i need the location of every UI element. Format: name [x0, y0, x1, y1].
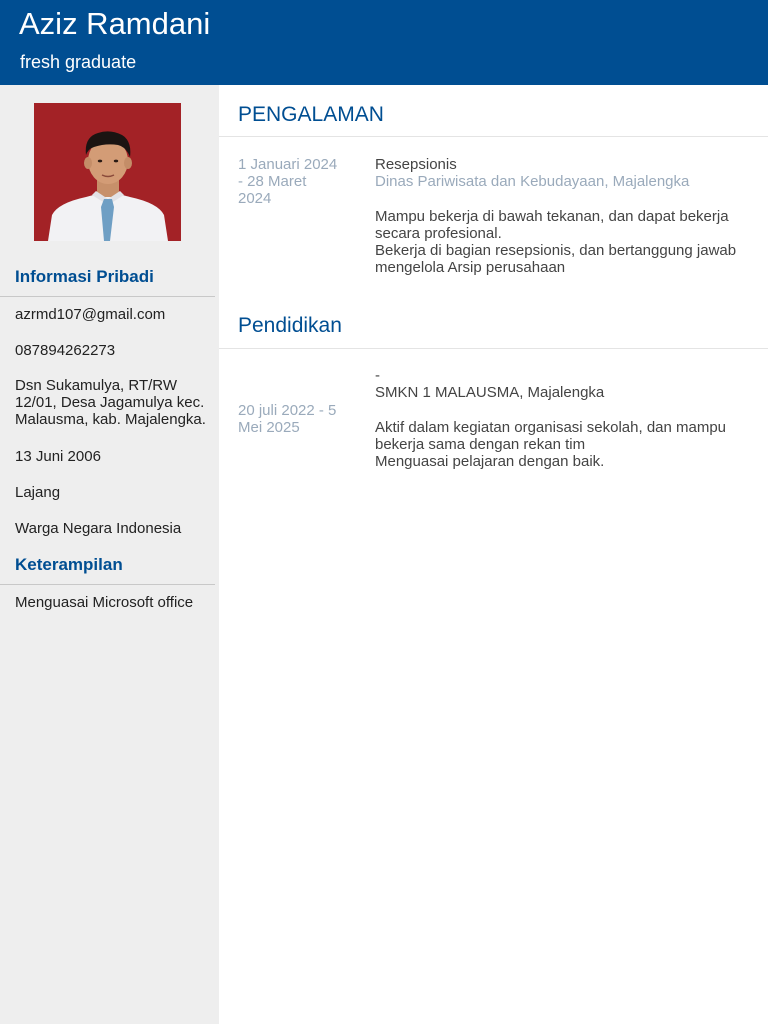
- skills-heading: Keterampilan: [15, 555, 123, 574]
- candidate-subtitle: fresh graduate: [20, 52, 137, 72]
- sidebar: [0, 85, 219, 1024]
- header: [0, 0, 768, 85]
- profile-photo: [34, 103, 181, 241]
- phone: 087894262273: [15, 342, 116, 359]
- experience-description: Bekerja di bagian resepsionis, dan bertanggung jawab mengelola Arsip perusahaan: [375, 242, 737, 276]
- experience-role: Resepsionis: [375, 156, 457, 173]
- candidate-name: Aziz Ramdani: [19, 6, 211, 41]
- profile-photo-illustration: [34, 103, 181, 241]
- skill-item: Menguasai Microsoft office: [15, 594, 194, 611]
- experience-date: 1 Januari 2024 - 28 Maret 2024: [238, 156, 338, 207]
- experience-entry: [375, 156, 755, 276]
- experience-title: PENGALAMAN: [238, 103, 384, 126]
- education-divider: [219, 348, 768, 349]
- personal-info-heading: Informasi Pribadi: [15, 267, 154, 286]
- education-description: Aktif dalam kegiatan organisasi sekolah, dan mampu bekerja sama dengan rekan tim: [375, 419, 727, 453]
- skills-divider: [0, 584, 215, 585]
- experience-description: Mampu bekerja di bawah tekanan, dan dapat bekerja secara profesional.: [375, 208, 729, 242]
- education-description: Menguasai pelajaran dengan baik.: [375, 453, 605, 470]
- education-organization: SMKN 1 MALAUSMA, Majalengka: [375, 384, 605, 401]
- experience-organization: Dinas Pariwisata dan Kebudayaan, Majalengka: [375, 173, 690, 190]
- email: azrmd107@gmail.com: [15, 306, 166, 323]
- experience-divider: [219, 136, 768, 137]
- address: Dsn Sukamulya, RT/RW 12/01, Desa Jagamulya kec. Malausma, kab. Majalengka.: [15, 377, 206, 428]
- education-entry: [375, 367, 755, 470]
- birth-date: 13 Juni 2006: [15, 448, 101, 465]
- education-title: Pendidikan: [238, 314, 342, 337]
- education-date: 20 juli 2022 - 5 Mei 2025: [238, 402, 337, 436]
- education-role: -: [375, 367, 380, 384]
- main-content: [219, 85, 768, 1024]
- marital-status: Lajang: [15, 484, 61, 501]
- nationality: Warga Negara Indonesia: [15, 520, 182, 537]
- personal-info-divider: [0, 296, 215, 297]
